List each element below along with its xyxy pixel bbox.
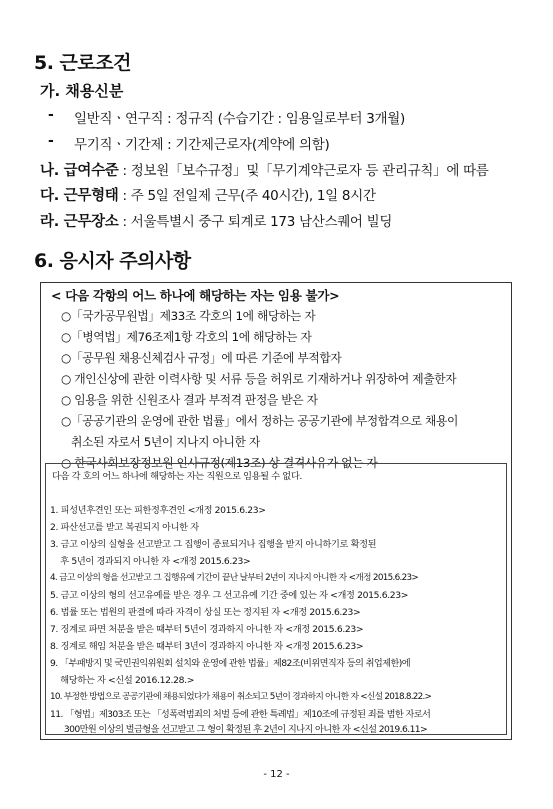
disqualification-item: 300만원 이상의 벌금형을 선고받고 그 형이 확정된 후 2년이 지나지 아니한 자 <신설 2019.6.11> [50, 724, 428, 735]
disqualification-item: 5. 금고 이상의 형의 선고유예를 받은 경우 그 선고유예 기간 중에 있는 자 <개정 2015.6.23> [50, 590, 409, 601]
notice-item: ○ 한국사회보장정보원 인사규정(제13조) 상 결격사유가 없는 자 [61, 456, 378, 470]
disqualification-item: 해당하는 자 <신설 2016.12.28.> [50, 675, 195, 686]
notice-item: ○ 개인신상에 관한 이력사항 및 서류 등을 허위로 기재하거나 위장하여 제출한자 [61, 372, 457, 386]
disqualification-item: 10. 부정한 방법으로 공공기관에 채용되었다가 채용이 취소되고 5년이 경과하지 아니한 자 <신설 2018.8.22.> [50, 692, 432, 702]
disqualification-item: 4. 금고 이상의 형을 선고받고 그 집행유예 기간이 끝난 날부터 2년이 지나지 아니한 자 <개정 2015.6.23> [50, 573, 419, 583]
notice-title: < 다음 각항의 어느 하나에 해당하는 자는 임용 불가> [51, 288, 340, 303]
disqualification-item: 1. 피성년후견인 또는 피한정후견인 <개정 2015.6.23> [50, 505, 266, 516]
notice-item: ○「병역법」제76조제1항 각호의 1에 해당하는 자 [61, 330, 312, 344]
notice-item: 취소된 자로서 5년이 지나지 아니한 자 [61, 435, 260, 449]
dash-bullet: - [48, 107, 54, 123]
work-type-line [40, 184, 376, 205]
notice-item: ○「공공기관의 운영에 관한 법률」에서 정하는 공공기관에 부정합격으로 채용이 [61, 414, 459, 428]
page-number: - 12 - [263, 769, 290, 780]
work-place-line [40, 210, 392, 231]
work-place-text: : 서울특별시 중구 퇴계로 173 남산스퀘어 빌딩 [118, 214, 393, 230]
notice-box [40, 282, 512, 740]
notice-item: ○「공무원 채용신체검사 규정」에 따른 기준에 부적합자 [61, 351, 342, 365]
disqualification-item: 3. 금고 이상의 실형을 선고받고 그 집행이 종료되거나 집행을 받지 아니하기로 확정된 [50, 539, 377, 550]
disqualification-item: 6. 법률 또는 법원의 판결에 따라 자격이 상실 또는 정지된 자 <개정 2015.6.23> [50, 607, 361, 618]
disqualification-box [45, 463, 507, 735]
disqualification-intro: 다음 각 호의 어느 하나에 해당하는 자는 직원으로 임용될 수 없다. [52, 471, 302, 482]
employment-item-contract: 무기직ㆍ기간제 : 기간제근로자(계약에 의함) [74, 137, 330, 153]
dash-bullet: - [48, 133, 54, 149]
disqualification-item: 8. 징계로 해임 처분을 받은 때부터 3년이 경과하지 아니한 자 <개정 2015.6.23> [50, 641, 364, 652]
sub-heading-employment-status: 가. 채용신분 [40, 82, 124, 100]
salary-text: : 정보원「보수규정」및「무기계약근로자 등 관리규칙」에 따름 [118, 163, 489, 179]
salary-line [40, 159, 489, 180]
work-place-label: 라. 근무장소 [40, 214, 119, 230]
disqualification-item: 9. 「부패방지 및 국민권익위원회 설치와 운영에 관한 법률」제82조(비위면직자 등의 취업제한)에 [50, 658, 410, 669]
disqualification-item: 7. 징계로 파면 처분을 받은 때부터 5년이 경과하지 아니한 자 <개정 2015.6.23> [50, 624, 364, 635]
section-6-heading: 6. 응시자 주의사항 [34, 250, 191, 272]
notice-item: ○「국가공무원법」제33조 각호의 1에 해당하는 자 [61, 309, 316, 323]
disqualification-item: 2. 파산선고를 받고 복권되지 아니한 자 [50, 522, 199, 533]
employment-item-regular: 일반직ㆍ연구직 : 정규직 (수습기간 : 임용일로부터 3개월) [74, 111, 405, 127]
work-type-label: 다. 근무형태 [40, 188, 119, 204]
work-type-text: : 주 5일 전일제 근무(주 40시간), 1일 8시간 [118, 188, 376, 204]
notice-item: ○ 임용을 위한 신원조사 결과 부적격 판정을 받은 자 [61, 393, 318, 407]
section-5-heading: 5. 근로조건 [34, 52, 131, 74]
disqualification-item: 후 5년이 경과되지 아니한 자 <개정 2015.6.23> [50, 556, 251, 567]
salary-label: 나. 급여수준 [40, 163, 119, 179]
disqualification-item: 11. 「형법」제303조 또는 「성폭력범죄의 처벌 등에 관한 특례법」제10조에 규정된 죄를 범한 자로서 [50, 709, 431, 720]
